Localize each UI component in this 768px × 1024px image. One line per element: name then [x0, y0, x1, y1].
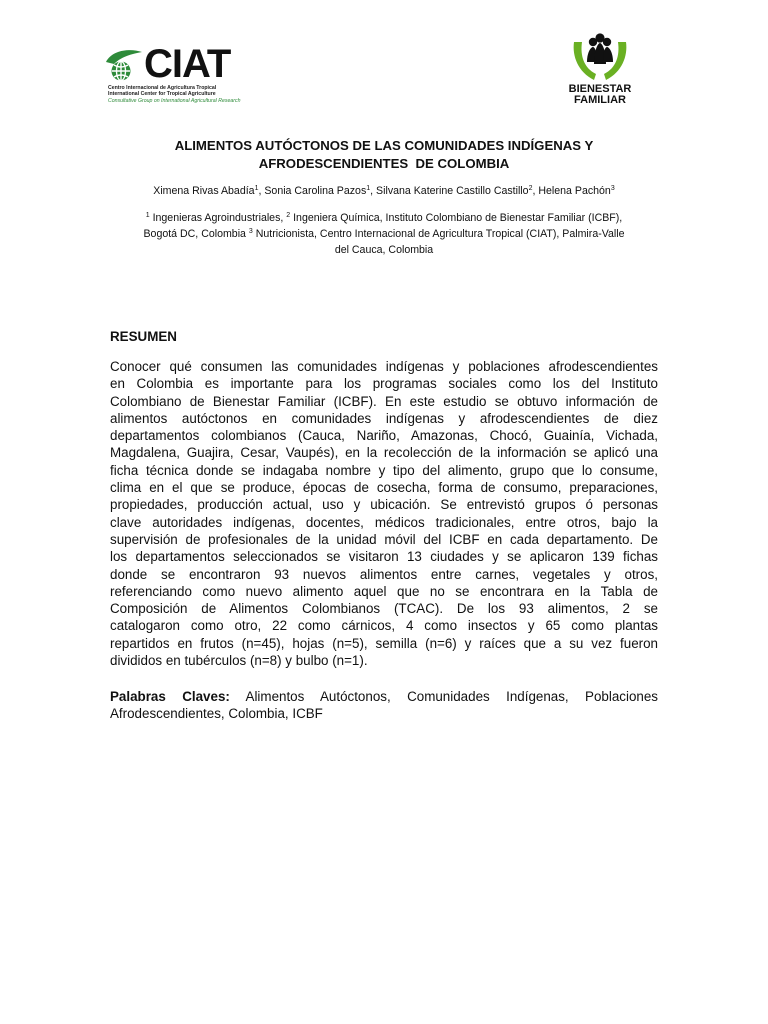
abstract-line: Magdalena, Guajira, Cesar, Vaupés), en la recolección de la información se aplicó una — [110, 445, 658, 461]
affiliation-text: del Cauca, Colombia — [334, 244, 434, 256]
paper-title — [110, 137, 658, 173]
abstract-line: en Colombia es importante para los programas sociales como los del Instituto — [110, 376, 658, 392]
author-name: Ximena Rivas Abadía — [153, 185, 255, 197]
keywords-line-2: Afrodescendientes, Colombia, ICBF — [110, 706, 323, 722]
ciat-name-es: Centro Internacional de Agricultura Tropical — [108, 85, 217, 91]
title-line-1: ALIMENTOS AUTÓCTONOS DE LAS COMUNIDADES INDÍGENAS Y — [174, 138, 594, 153]
keywords-line-1 — [110, 688, 658, 705]
affiliation-mark: 1 — [145, 212, 150, 219]
abstract-body — [110, 358, 658, 669]
abstract-line: propiedades, producción actual, uso y ubicación. Se entrevistó grupos ó personas — [110, 497, 658, 513]
family-hands-icon — [570, 32, 630, 84]
keywords — [110, 688, 658, 723]
abstract-line: departamentos colombianos (Cauca, Nariño, Amazonas, Chocó, Guainía, Vichada, — [110, 428, 658, 444]
abstract-line: Composición de Alimentos Colombianos (TCAC). De los 93 alimentos, 2 se — [110, 601, 658, 617]
bf-line1: BIENESTAR — [568, 83, 632, 95]
affiliation-text: Bogotá DC, Colombia — [143, 228, 249, 240]
author-affiliation-mark: 1 — [366, 185, 371, 192]
abstract-line: divididos en tubérculos (n=8) y bulbo (n=1). — [110, 653, 368, 669]
keywords-text: Alimentos Autóctonos, Comunidades Indígenas, Poblaciones — [229, 689, 658, 704]
author-separator: , — [258, 185, 265, 197]
abstract-line: ficha técnica donde se indagaba nombre y tipo del alimento, grupo que lo consume, — [110, 462, 658, 478]
ciat-wordmark: CIAT — [144, 42, 231, 86]
affiliation-text: Ingenieras Agroindustriales, — [149, 212, 287, 224]
author-name: Silvana Katerine Castillo Castillo — [376, 185, 529, 197]
abstract-line: clave autoridades indígenas, docentes, médicos tradicionales, entre otros, bajo la — [110, 514, 658, 530]
author-affiliation-mark: 1 — [254, 185, 259, 192]
ciat-leaf-globe-icon — [104, 48, 144, 82]
author-separator: , — [370, 185, 377, 197]
abstract-line: supervisión de profesionales de la unidad móvil del ICBF en cada departamento. De — [110, 531, 658, 547]
abstract-line: los departamentos seleccionados se visitaron 13 ciudades y se aplicaron 139 fichas — [110, 549, 658, 565]
abstract-line: referenciando como nuevo alimento aquel que no se encontrara en la Tabla de — [110, 583, 658, 599]
affiliation-mark: 2 — [286, 212, 291, 219]
ciat-subtitle — [108, 85, 248, 104]
affiliation-text: Ingeniera Química, Instituto Colombiano de Bienestar Familiar (ICBF), — [290, 212, 623, 224]
abstract-line: donde se encontraron 93 nuevos alimentos entre carnes, vegetales y otros, — [110, 566, 658, 582]
bf-line2: FAMILIAR — [574, 94, 626, 106]
abstract-line: clima en el que se produce, épocas de cosecha, forma de consumo, preparaciones, — [110, 480, 658, 496]
abstract-heading: RESUMEN — [110, 329, 177, 344]
title-line-2: AFRODESCENDIENTES DE COLOMBIA — [258, 156, 510, 171]
ciat-logo — [104, 44, 244, 110]
author-name: Helena Pachón — [538, 185, 611, 197]
author-affiliation-mark: 2 — [528, 185, 533, 192]
ciat-name-en: International Center for Tropical Agriculture — [108, 91, 216, 98]
bienestar-familiar-wordmark — [563, 84, 637, 106]
affiliation-text: Nutricionista, Centro Internacional de Agricultura Tropical (CIAT), Palmira-Valle — [252, 228, 625, 240]
abstract-line: Colombiano de Bienestar Familiar (ICBF). En este estudio se obtuvo información de — [110, 393, 658, 409]
author-affiliation-mark: 3 — [610, 185, 615, 192]
keywords-label: Palabras Claves: — [110, 689, 230, 704]
author-separator: , — [532, 185, 539, 197]
affiliations — [112, 210, 656, 258]
author-list — [110, 184, 658, 198]
author-name: Sonia Carolina Pazos — [264, 185, 367, 197]
ciat-cgiar-line: Consultative Group on International Agricultural Research — [108, 97, 241, 104]
abstract-line: catalogaron como otro, 22 como cárnicos, 4 como insectos y 65 como plantas — [110, 618, 658, 634]
abstract-line: repartidos en frutos (n=45), hojas (n=5), semilla (n=6) y raíces que a su vez fueron — [110, 635, 658, 651]
affiliation-mark: 3 — [248, 228, 253, 235]
abstract-line: alimentos autóctonos en comunidades indígenas y afrodescendientes de diez — [110, 410, 658, 426]
abstract-line: Conocer qué consumen las comunidades indígenas y poblaciones afrodescendientes — [110, 359, 658, 374]
bienestar-familiar-logo — [563, 32, 637, 108]
